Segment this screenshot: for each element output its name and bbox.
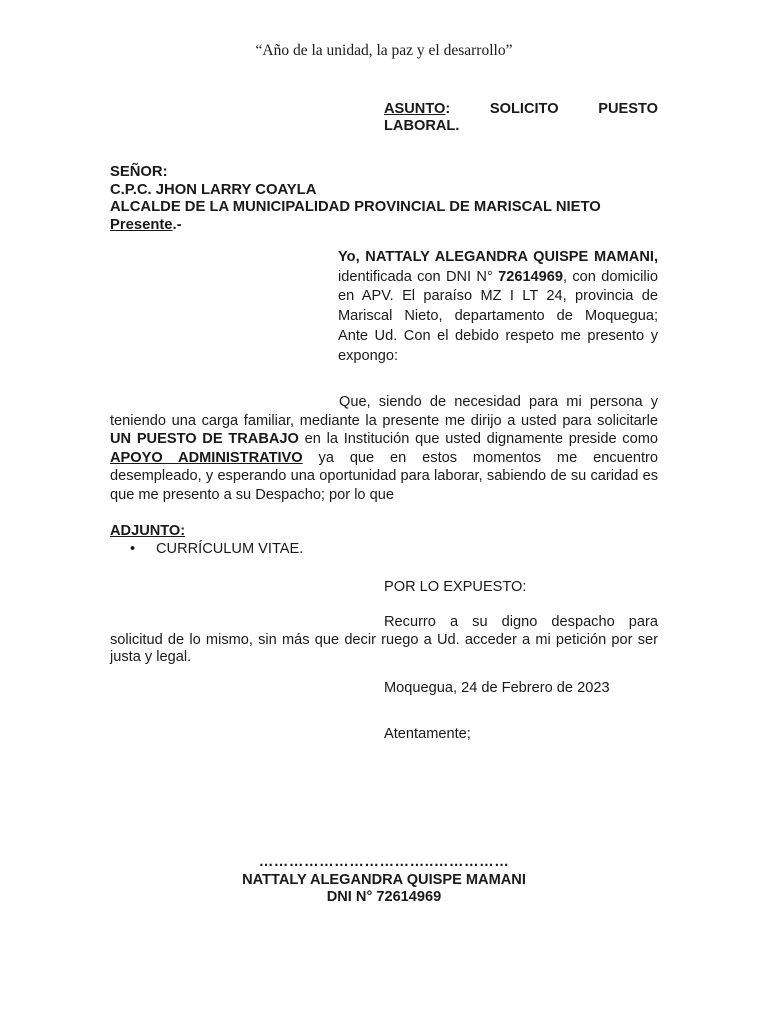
signature-line: ……………………………..…………… — [258, 854, 510, 870]
presente-suffix: .- — [172, 216, 182, 233]
dni-number: 72614969 — [498, 268, 564, 285]
addressee-name: C.P.C. JHON LARRY COAYLA — [110, 181, 317, 198]
signature-name: NATTALY ALEGANDRA QUISPE MAMANI — [242, 871, 526, 888]
request-paragraph — [110, 393, 658, 505]
document-motto: “Año de la unidad, la paz y el desarrollo” — [255, 42, 513, 59]
request-bold-1: UN PUESTO DE TRABAJO — [110, 431, 299, 448]
signature-dni: DNI N° 72614969 — [326, 889, 442, 905]
applicant-intro: Yo, NATTALY ALEGANDRA QUISPE MAMANI, — [338, 249, 658, 265]
closing-paragraph — [110, 614, 658, 667]
addressee-block — [110, 164, 601, 234]
subject-colon: : — [445, 101, 451, 117]
presente-label: Presente — [110, 216, 173, 233]
intro-paragraph — [338, 248, 658, 366]
request-text-3: ya que en estos momentos me encuentro desempleado, y esperando una oportunidad para laborar, sabiendo de su caridad es que me presento a su Despacho; por lo que — [110, 449, 658, 503]
intro-rest: , con domicilio en APV. El paraíso MZ I LT 24, provincia de Mariscal Nieto, departamento de Moquegua; Ante Ud. Con el debido respeto me presento y expongo: — [338, 268, 658, 364]
salutation: SEÑOR: — [110, 164, 168, 180]
por-lo-expuesto: POR LO EXPUESTO: — [384, 579, 527, 595]
closing-text: Recurro a su digno despacho para solicitud de lo mismo, sin más que decir ruego a Ud. acceder a mi petición por ser justa y legal. — [110, 614, 658, 666]
attachment-item — [130, 541, 303, 557]
date-line: Moquegua, 24 de Febrero de 2023 — [384, 680, 610, 696]
addressee-position: ALCALDE DE LA MUNICIPALIDAD PROVINCIAL DE MARISCAL NIETO — [110, 199, 601, 215]
signature-block — [0, 854, 768, 907]
attachments-label: ADJUNTO: — [110, 523, 186, 539]
regards-line: Atentamente; — [384, 726, 471, 742]
id-text: identificada con DNI N° — [338, 268, 499, 285]
attachment-item-label: CURRÍCULUM VITAE. — [156, 541, 304, 557]
subject-text: SOLICITO PUESTO LABORAL. — [384, 101, 658, 134]
request-text-2: en la Institución que usted dignamente preside como — [298, 431, 658, 448]
bullet-icon: • — [130, 541, 136, 557]
request-bold-2: APOYO ADMINISTRATIVO — [110, 449, 303, 466]
subject-label: ASUNTO — [384, 101, 446, 117]
presente-line — [110, 217, 601, 235]
subject-line — [384, 101, 658, 135]
request-text-1: Que, siendo de necesidad para mi persona y teniendo una carga familiar, mediante la presente me dirijo a usted para solicitarle — [110, 394, 658, 429]
